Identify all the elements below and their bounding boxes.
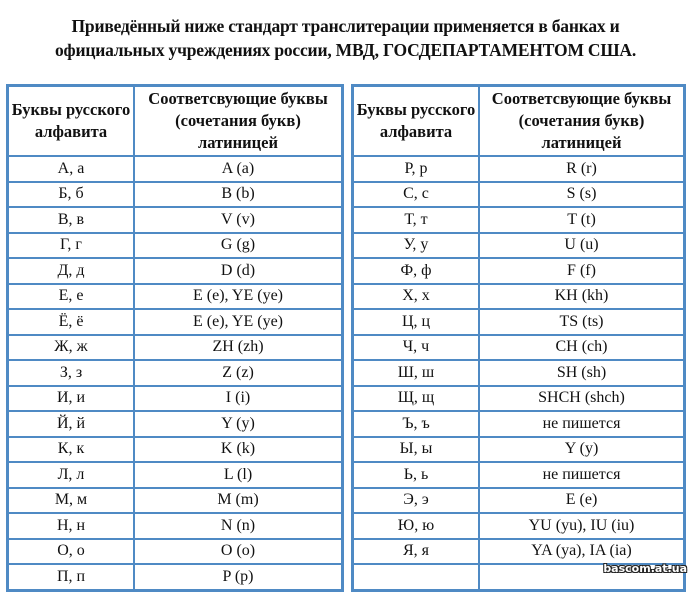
latin-letter-cell: U (u) — [479, 233, 685, 259]
header-latin-letters: Соответсвующие буквы (сочетания букв) латиницей — [479, 86, 685, 157]
table-row — [353, 488, 685, 514]
latin-letter-cell: V (v) — [134, 207, 343, 233]
latin-letter-cell: I (i) — [134, 386, 343, 412]
latin-letter-cell: P (p) — [134, 564, 343, 590]
russian-letter-cell: Е, е — [8, 284, 135, 310]
russian-letter-cell: Д, д — [8, 258, 135, 284]
table-row — [353, 462, 685, 488]
russian-letter-cell: Б, б — [8, 182, 135, 208]
russian-letter-cell: Ц, ц — [353, 309, 480, 335]
russian-letter-cell: У, у — [353, 233, 480, 259]
latin-letter-cell: E (e) — [479, 488, 685, 514]
transliteration-table-left — [6, 84, 344, 592]
russian-letter-cell: Р, р — [353, 156, 480, 182]
russian-letter-cell: П, п — [8, 564, 135, 590]
russian-letter-cell: Г, г — [8, 233, 135, 259]
latin-letter-cell: T (t) — [479, 207, 685, 233]
russian-letter-cell: Ш, ш — [353, 360, 480, 386]
table-row — [353, 284, 685, 310]
latin-letter-cell: SH (sh) — [479, 360, 685, 386]
table-row — [8, 182, 343, 208]
table-row — [8, 411, 343, 437]
latin-letter-cell: не пишется — [479, 462, 685, 488]
table-row — [353, 207, 685, 233]
latin-letter-cell: Y (y) — [134, 411, 343, 437]
russian-letter-cell: М, м — [8, 488, 135, 514]
russian-letter-cell: Й, й — [8, 411, 135, 437]
latin-letter-cell: G (g) — [134, 233, 343, 259]
russian-letter-cell: Ы, ы — [353, 437, 480, 463]
russian-letter-cell: Н, н — [8, 513, 135, 539]
russian-letter-cell: К, к — [8, 437, 135, 463]
header-latin-letters: Соответсвующие буквы (сочетания букв) латиницей — [134, 86, 343, 157]
page-title — [0, 14, 691, 62]
latin-letter-cell: S (s) — [479, 182, 685, 208]
russian-letter-cell: Ю, ю — [353, 513, 480, 539]
russian-letter-cell: Ъ, ъ — [353, 411, 480, 437]
latin-letter-cell: E (e), YE (ye) — [134, 284, 343, 310]
latin-letter-cell: O (o) — [134, 539, 343, 565]
table-row — [8, 386, 343, 412]
table-row — [353, 360, 685, 386]
latin-letter-cell: A (a) — [134, 156, 343, 182]
table-row — [353, 182, 685, 208]
latin-letter-cell: F (f) — [479, 258, 685, 284]
latin-letter-cell: YU (yu), IU (iu) — [479, 513, 685, 539]
table-row — [353, 309, 685, 335]
table-row — [8, 258, 343, 284]
latin-letter-cell: KH (kh) — [479, 284, 685, 310]
table-row — [8, 284, 343, 310]
latin-letter-cell: M (m) — [134, 488, 343, 514]
title-line-2: официальных учреждениях россии, МВД, ГОСДЕПАРТАМЕНТОМ США. — [55, 40, 636, 60]
table-row — [353, 335, 685, 361]
table-row — [8, 233, 343, 259]
russian-letter-cell: Ч, ч — [353, 335, 480, 361]
transliteration-table-right — [351, 84, 686, 592]
latin-letter-cell: B (b) — [134, 182, 343, 208]
russian-letter-cell: И, и — [8, 386, 135, 412]
latin-letter-cell: SHCH (shch) — [479, 386, 685, 412]
latin-letter-cell: YA (ya), IA (ia) — [479, 539, 685, 565]
russian-letter-cell: Ё, ё — [8, 309, 135, 335]
russian-letter-cell: О, о — [8, 539, 135, 565]
latin-letter-cell: L (l) — [134, 462, 343, 488]
table-row — [8, 564, 343, 590]
table-row — [353, 386, 685, 412]
latin-letter-cell: K (k) — [134, 437, 343, 463]
russian-letter-cell: Ь, ь — [353, 462, 480, 488]
latin-letter-cell: N (n) — [134, 513, 343, 539]
russian-letter-cell: Э, э — [353, 488, 480, 514]
latin-letter-cell: D (d) — [134, 258, 343, 284]
russian-letter-cell: Л, л — [8, 462, 135, 488]
russian-letter-cell: Х, х — [353, 284, 480, 310]
table-row — [8, 437, 343, 463]
russian-letter-cell: Щ, щ — [353, 386, 480, 412]
russian-letter-cell — [353, 564, 480, 590]
table-row — [353, 437, 685, 463]
table-row — [8, 539, 343, 565]
watermark: bascom.at.ua — [603, 562, 687, 575]
title-line-1: Приведённый ниже стандарт транслитерации применяется в банках и — [71, 16, 620, 36]
russian-letter-cell: С, с — [353, 182, 480, 208]
latin-letter-cell: ZH (zh) — [134, 335, 343, 361]
table-row — [353, 411, 685, 437]
table-row — [8, 207, 343, 233]
table-row — [353, 258, 685, 284]
table-row — [353, 156, 685, 182]
table-row — [8, 156, 343, 182]
table-row — [8, 309, 343, 335]
russian-letter-cell: А, а — [8, 156, 135, 182]
latin-letter-cell: R (r) — [479, 156, 685, 182]
header-russian-letters: Буквы русского алфавита — [353, 86, 480, 157]
table-row — [8, 513, 343, 539]
russian-letter-cell: Я, я — [353, 539, 480, 565]
table-row — [8, 462, 343, 488]
latin-letter-cell: не пишется — [479, 411, 685, 437]
russian-letter-cell: Ж, ж — [8, 335, 135, 361]
latin-letter-cell: E (e), YE (ye) — [134, 309, 343, 335]
table-row — [353, 539, 685, 565]
russian-letter-cell: Т, т — [353, 207, 480, 233]
latin-letter-cell: Z (z) — [134, 360, 343, 386]
russian-letter-cell: З, з — [8, 360, 135, 386]
table-row — [353, 513, 685, 539]
latin-letter-cell: CH (ch) — [479, 335, 685, 361]
table-row — [353, 233, 685, 259]
latin-letter-cell: TS (ts) — [479, 309, 685, 335]
table-row — [8, 360, 343, 386]
russian-letter-cell: В, в — [8, 207, 135, 233]
table-row — [8, 488, 343, 514]
russian-letter-cell: Ф, ф — [353, 258, 480, 284]
table-row — [8, 335, 343, 361]
header-russian-letters: Буквы русского алфавита — [8, 86, 135, 157]
latin-letter-cell: Y (y) — [479, 437, 685, 463]
